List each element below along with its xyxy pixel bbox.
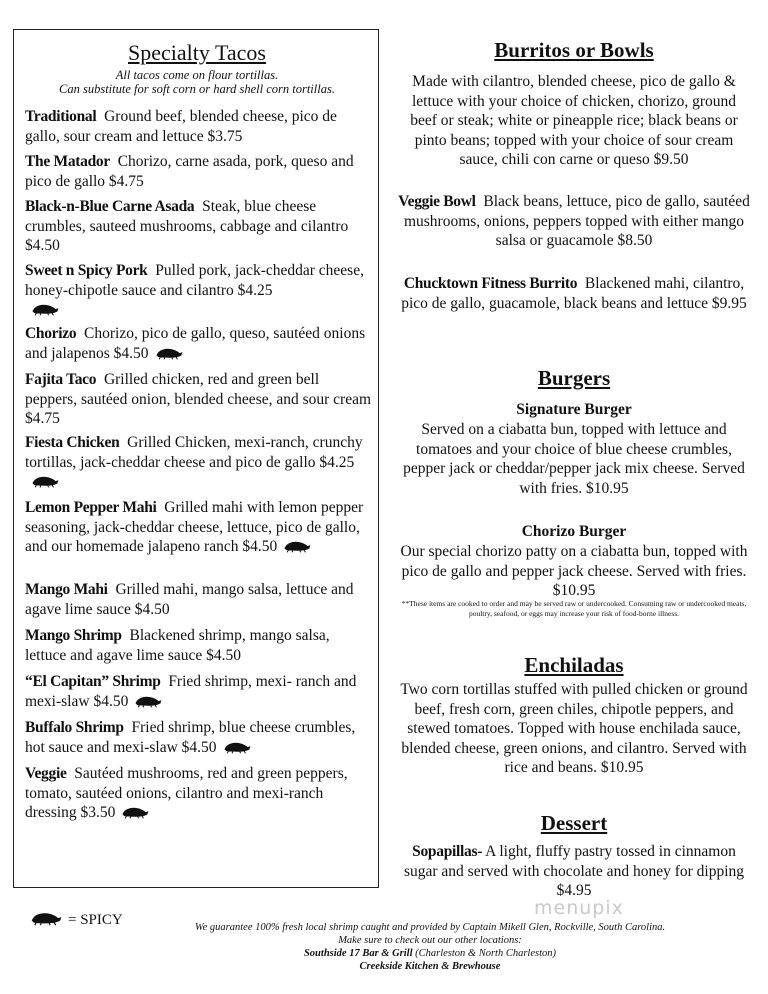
pepper-icon (223, 740, 251, 754)
specialty-tacos-section (13, 29, 379, 888)
taco-name: Chorizo (25, 325, 77, 342)
taco-desc: Sautéed mushrooms, red and green peppers, tomato, sautéed onions, cilantro and mexi-ranch dressing $3.50 (25, 765, 348, 821)
pepper-icon (31, 474, 59, 488)
locations-intro: Make sure to check out our other locations: (338, 935, 522, 946)
veggie-bowl (398, 192, 750, 251)
taco-name: Veggie (25, 765, 67, 782)
taco-desc: Grilled chicken, red and green bell peppers, sautéed onion, blended cheese, and sour cream $4.75 (25, 371, 372, 427)
taco-name: Fiesta Chicken (25, 434, 120, 451)
location-1-name: Southside 17 Bar & Grill (303, 948, 413, 959)
taco-item (25, 626, 373, 665)
shrimp-guarantee: We guarantee 100% fresh local shrimp caught and provided by Captain Mikell Glen, Rockville, South Carolina. (194, 922, 666, 933)
raw-food-disclaimer: **These items are cooked to order and may be served raw or undercooked. Consuming raw or undercooked meats, poultry, seafood, or eggs may increase your risk of food-borne illness. (401, 599, 747, 618)
taco-item (25, 261, 373, 320)
location-1 (120, 948, 740, 960)
tacos-title: Specialty Tacos (128, 40, 266, 65)
taco-item (25, 433, 373, 492)
taco-name: Sweet n Spicy Pork (25, 262, 148, 279)
watermark: menupix (534, 897, 624, 919)
fitness-burrito-name: Chucktown Fitness Burrito (403, 275, 578, 292)
pepper-icon (31, 302, 59, 316)
veggie-bowl-name: Veggie Bowl (398, 193, 476, 210)
dessert-title: Dessert (540, 811, 608, 835)
tacos-note (14, 68, 380, 96)
taco-item (25, 197, 373, 256)
taco-desc: Grilled mahi, mango salsa, lettuce and agave lime sauce $4.50 (25, 581, 354, 618)
taco-name: The Matador (25, 153, 110, 170)
tacos-note-line2: Can substitute for soft corn or hard shell corn tortillas. (59, 82, 335, 96)
location-1-detail: (Charleston & North Charleston) (415, 948, 557, 959)
fitness-burrito (398, 274, 750, 313)
taco-name: Mango Shrimp (25, 627, 122, 644)
taco-desc: Fried shrimp, mexi- ranch and mexi-slaw $4.50 (25, 673, 357, 710)
taco-desc: Ground beef, blended cheese, pico de gallo, sour cream and lettuce $3.75 (25, 108, 337, 145)
enchiladas-desc: Two corn tortillas stuffed with pulled chicken or ground beef, fresh corn, green chiles, chipotle peppers, and stewed tomatoes. Topped with house enchilada sauce, blended cheese, green onions, and cilantro. Served with rice and beans. $10.95 (400, 681, 748, 776)
taco-item (25, 370, 373, 429)
veggie-bowl-desc: Black beans, lettuce, pico de gallo, sautéed mushrooms, onions, peppers topped with either mango salsa or guacamole $8.50 (403, 193, 750, 249)
burritos-title: Burritos or Bowls (494, 38, 654, 62)
taco-desc: Fried shrimp, blue cheese crumbles, hot sauce and mexi-slaw $4.50 (25, 719, 356, 756)
spicy-legend (30, 910, 123, 929)
taco-item (25, 672, 373, 711)
chorizo-burger-desc: Our special chorizo patty on a ciabatta bun, topped with pico de gallo and pepper jack cheese. Served with fries. $10.95 (400, 543, 748, 599)
fitness-burrito-desc: Blackened mahi, cilantro, pico de gallo, guacamole, black beans and lettuce $9.95 (401, 275, 747, 312)
taco-name: Buffalo Shrimp (25, 719, 124, 736)
sopapillas-desc: A light, fluffy pastry tossed in cinnamon sugar and served with chocolate and honey for dipping $4.95 (403, 843, 745, 899)
taco-item (25, 152, 373, 191)
spicy-legend-label: = SPICY (68, 912, 123, 928)
chorizo-burger-name: Chorizo Burger (521, 523, 627, 540)
taco-item (25, 324, 373, 363)
taco-desc: Chorizo, pico de gallo, queso, sautéed onions and jalapenos $4.50 (25, 325, 366, 362)
taco-desc: Grilled Chicken, mexi-ranch, crunchy tortillas, jack-cheddar cheese and pico de gallo $4.25 (25, 434, 363, 471)
taco-desc: Chorizo, carne asada, pork, queso and pico de gallo $4.75 (25, 153, 354, 190)
signature-burger-desc: Served on a ciabatta bun, topped with lettuce and tomatoes and your choice of blue cheese crumbles, pepper jack or cheddar/pepper jack mix cheese. Served with fries. $10.95 (403, 421, 745, 497)
sopapillas-name: Sopapillas- (412, 843, 483, 860)
taco-name: Black-n-Blue Carne Asada (25, 198, 195, 215)
burgers-title: Burgers (537, 366, 611, 390)
pepper-icon (30, 910, 62, 926)
taco-name: “El Capitan” Shrimp (25, 673, 161, 690)
burritos-desc: Made with cilantro, blended cheese, pico de gallo & lettuce with your choice of chicken, chorizo, ground beef or steak; white or pineapple rice; black beans or pinto beans; topped with your choice of sour cream sauce, chili con carne or queso $9.50 (410, 73, 738, 168)
enchiladas-title: Enchiladas (524, 653, 624, 677)
sopapillas (398, 842, 750, 901)
taco-item (25, 764, 373, 823)
taco-desc: Steak, blue cheese crumbles, sauteed mushrooms, cabbage and cilantro $4.50 (25, 198, 349, 254)
taco-desc: Blackened shrimp, mango salsa, lettuce and agave lime sauce $4.50 (25, 627, 330, 664)
taco-item (25, 580, 373, 619)
pepper-icon (134, 694, 162, 708)
pepper-icon (283, 539, 311, 553)
taco-item (25, 107, 373, 146)
taco-name: Lemon Pepper Mahi (25, 499, 157, 516)
signature-burger-name: Signature Burger (516, 401, 632, 418)
taco-name: Mango Mahi (25, 581, 108, 598)
tacos-note-line1: All tacos come on flour tortillas. (115, 68, 279, 82)
taco-desc: Pulled pork, jack-cheddar cheese, honey-chipotle sauce and cilantro $4.25 (25, 262, 364, 299)
taco-desc: Grilled mahi with lemon pepper seasoning, jack-cheddar cheese, lettuce, pico de gallo, and our homemade jalapeno ranch $4.50 (25, 499, 364, 555)
pepper-icon (121, 805, 149, 819)
location-2-name: Creekside Kitchen & Brewhouse (359, 961, 501, 972)
taco-item (25, 718, 373, 757)
taco-item (25, 498, 373, 557)
pepper-icon (155, 346, 183, 360)
taco-name: Traditional (25, 108, 97, 125)
taco-name: Fajita Taco (25, 371, 97, 388)
